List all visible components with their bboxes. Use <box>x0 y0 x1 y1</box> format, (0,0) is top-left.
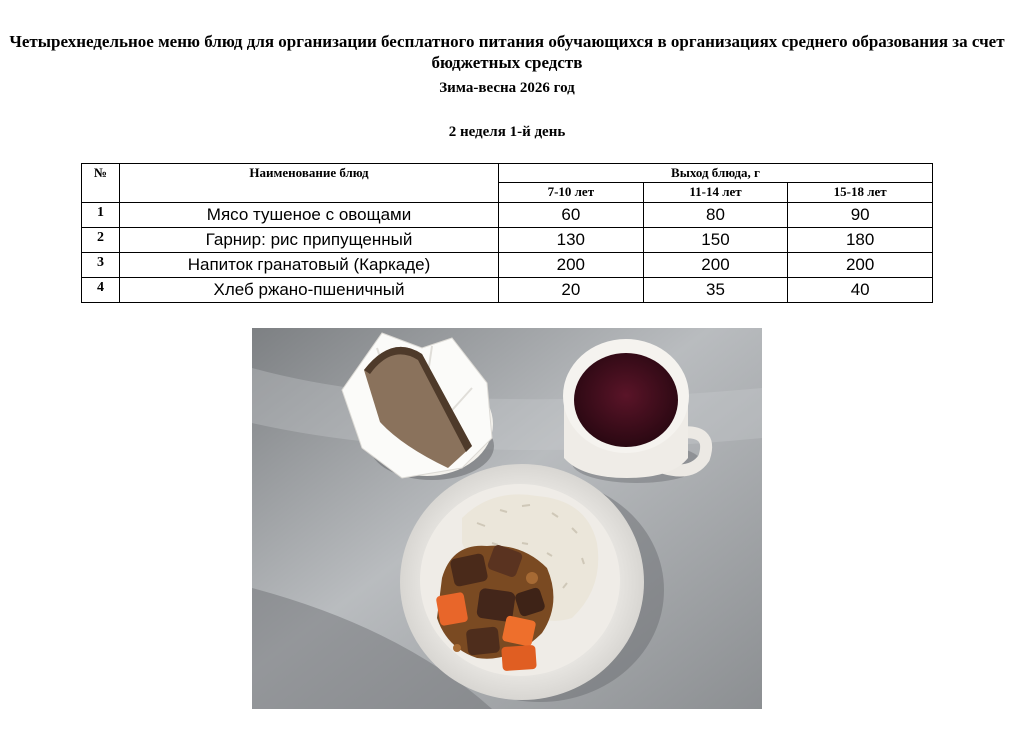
column-header-number: № <box>82 164 120 203</box>
row-number: 2 <box>82 228 120 253</box>
dish-name: Мясо тушеное с овощами <box>120 203 499 228</box>
table-row <box>82 228 933 253</box>
meal-photo <box>252 328 762 709</box>
column-header-age-7-10: 7-10 лет <box>499 183 644 203</box>
yield-15-18: 90 <box>788 203 933 228</box>
carrot-piece <box>501 645 537 671</box>
yield-7-10: 20 <box>499 278 644 303</box>
dish-name: Напиток гранатовый (Каркаде) <box>120 253 499 278</box>
yield-15-18: 180 <box>788 228 933 253</box>
dish-name: Хлеб ржано-пшеничный <box>120 278 499 303</box>
table-row <box>82 203 933 228</box>
row-number: 1 <box>82 203 120 228</box>
meat-piece <box>466 626 501 655</box>
column-header-age-11-14: 11-14 лет <box>643 183 788 203</box>
page-title: Четырехнедельное меню блюд для организации бесплатного питания обучающихся в организациях среднего образования за счет бюджетных средств <box>9 32 1005 72</box>
dish-name: Гарнир: рис припущенный <box>120 228 499 253</box>
yield-15-18: 200 <box>788 253 933 278</box>
sauce-highlight <box>453 644 461 652</box>
yield-7-10: 200 <box>499 253 644 278</box>
yield-11-14: 200 <box>643 253 788 278</box>
row-number: 4 <box>82 278 120 303</box>
meal-illustration <box>252 328 762 709</box>
column-header-yield: Выход блюда, г <box>499 164 933 183</box>
yield-7-10: 130 <box>499 228 644 253</box>
day-label: 2 неделя 1-й день <box>448 124 566 140</box>
yield-11-14: 80 <box>643 203 788 228</box>
table-header-row <box>82 164 933 183</box>
season-label: Зима-весна 2026 год <box>439 80 575 96</box>
column-header-dish-name: Наименование блюд <box>120 164 499 203</box>
column-header-age-15-18: 15-18 лет <box>788 183 933 203</box>
table-row <box>82 253 933 278</box>
row-number: 3 <box>82 253 120 278</box>
carrot-piece <box>436 592 469 626</box>
yield-15-18: 40 <box>788 278 933 303</box>
drink <box>574 353 678 447</box>
table-row <box>82 278 933 303</box>
yield-7-10: 60 <box>499 203 644 228</box>
sauce-highlight <box>526 572 538 584</box>
menu-table <box>81 163 933 303</box>
yield-11-14: 35 <box>643 278 788 303</box>
yield-11-14: 150 <box>643 228 788 253</box>
